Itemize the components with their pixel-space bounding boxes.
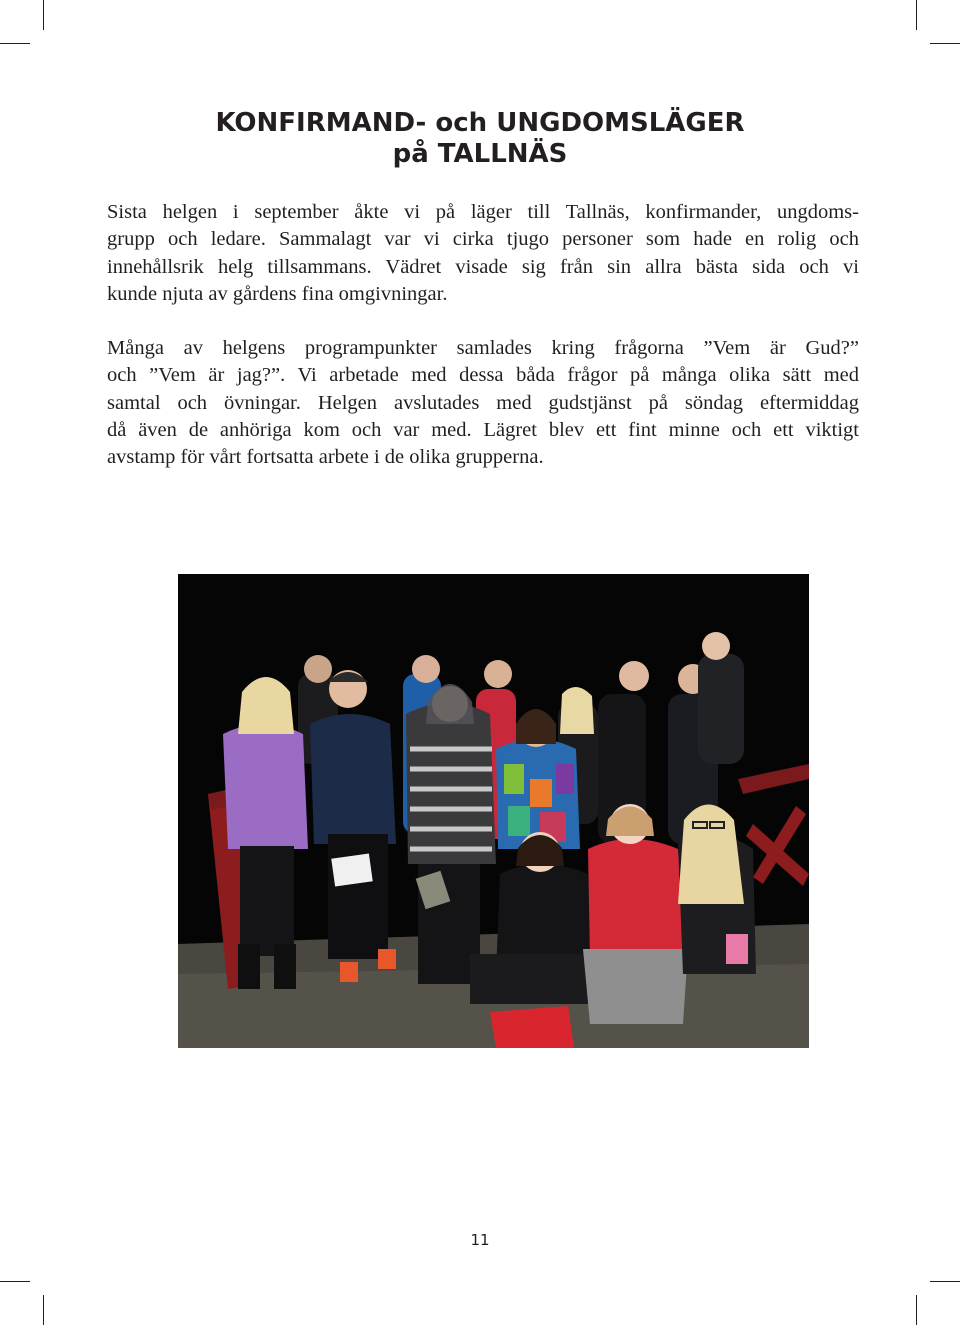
crop-mark-bottom-right-h [930, 1281, 960, 1282]
crop-mark-top-right-v [916, 0, 917, 30]
crop-mark-bottom-left-h [0, 1281, 30, 1282]
title-line-1: KONFIRMAND- och UNGDOMSLÄGER [215, 108, 745, 138]
paragraph-line: grupp och ledare. Sammalagt var vi cirka tjugo personer som hade en rolig och [107, 228, 859, 251]
paragraph-line: Många av helgens programpunkter samlades kring frågorna ”Vem är Gud?” [107, 337, 859, 359]
group-photo-illustration [178, 574, 809, 1048]
paragraph-intro [107, 199, 859, 308]
paragraph-line: samtal och övningar. Helgen avslutades med gudstjänst på söndag eftermiddag [107, 391, 859, 414]
paragraph-line: kunde njuta av gårdens fina omgivningar. [107, 282, 448, 305]
paragraph-line: avstamp för vårt fortsatta arbete i de olika grupperna. [107, 446, 544, 469]
crop-mark-bottom-left-v [43, 1295, 44, 1325]
crop-mark-top-left-v [43, 0, 44, 30]
paragraph-line: då även de anhöriga kom och var med. Lägret blev ett fint minne och ett viktigt [107, 418, 859, 441]
paragraph-line: Sista helgen i september åkte vi på läger till Tallnäs, konfirmander, ungdoms- [107, 201, 859, 223]
page-number: 11 [470, 1231, 490, 1249]
paragraph-line: innehållsrik helg tillsammans. Vädret visade sig från sin allra bästa sida och vi [107, 255, 859, 278]
crop-mark-top-left-h [0, 43, 30, 44]
crop-mark-bottom-right-v [916, 1295, 917, 1325]
crop-mark-top-right-h [930, 43, 960, 44]
title-line-2: på TALLNÄS [392, 139, 568, 169]
page-title [0, 108, 960, 170]
group-photo [178, 574, 809, 1048]
paragraph-line: och ”Vem är jag?”. Vi arbetade med dessa båda frågor på många olika sätt med [107, 364, 859, 387]
paragraph-program [107, 335, 859, 471]
